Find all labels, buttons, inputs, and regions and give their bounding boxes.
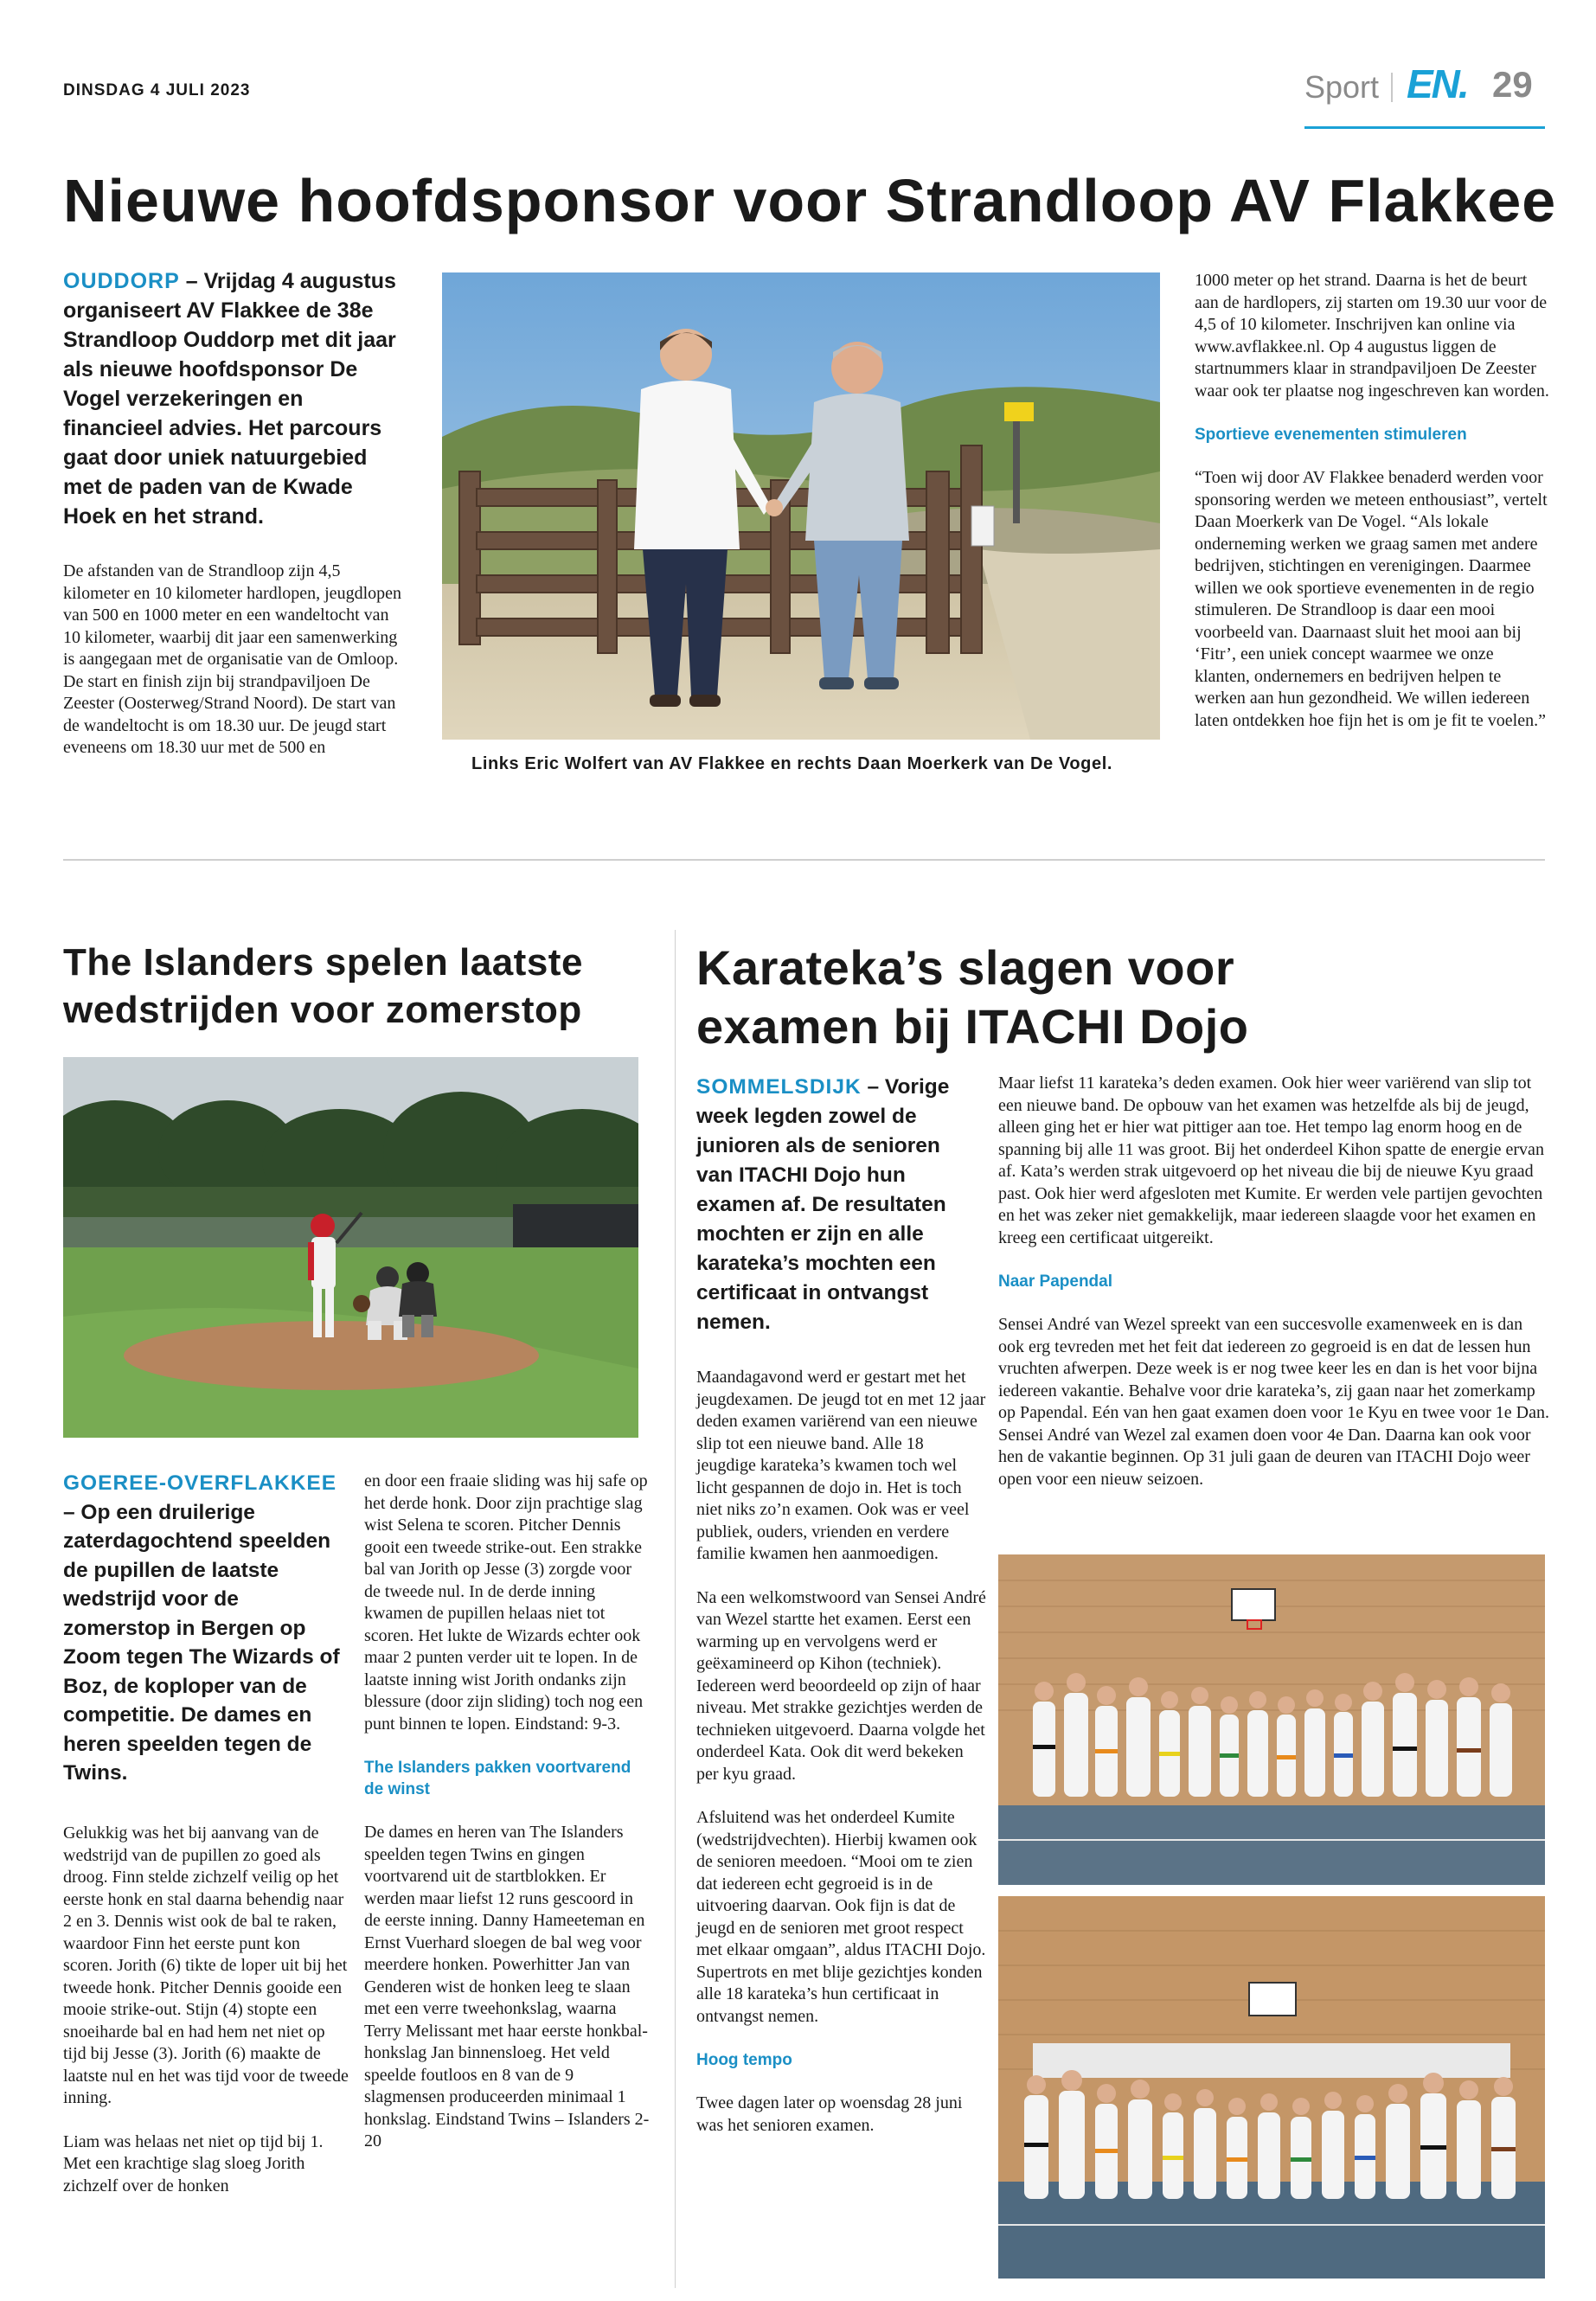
- article3-lede-text: – Vorige week legden zowel de junioren als de senioren van ITACHI Dojo hun examen af. De resultaten mochten er zijn en alle karateka’s mochten een certificaat in ontvangst nemen.: [696, 1075, 950, 1334]
- article3-subhead1: Hoog tempo: [696, 2051, 792, 2069]
- article1-col1: [63, 561, 409, 781]
- article1-col3-p1: 1000 meter op het strand. Daarna is het de beurt aan de hardlopers, zij starten om 19.30 uur voor de 4,5 of 10 kilometer. Inschrijven kan online via www.avflakkee.nl. Op 4 augustus liggen de startnummers klaar in strandpaviljoen De Zeester waar ook ter plaatse nog ingeschreven kan worden.: [1195, 271, 1549, 401]
- article3-photo-2: [998, 1896, 1545, 2279]
- article1-photo: [442, 272, 1160, 740]
- article2-col1-p2: Liam was helaas net niet op tijd bij 1. Met een krachtige slag sloeg Jorith zichzelf over de honken: [63, 2131, 324, 2195]
- article3-col2-p2: Sensei André van Wezel spreekt van een succesvolle examenweek en is dan ook erg tevreden met het feit dat iedereen zo gegroeid is en dat de lessen hun vruchten afwerpen. Deze week is er nog twee keer les en dan is het voor bijna iedereen vakantie. Behalve voor drie karateka’s, zij gaan naar het zomerkamp op Papendal. Eén van hen gaat examen doen voor 1e Kyu en twee voor 1e Dan. Sensei André van Wezel zal examen doen voor 4e Dan. Daarna kan ook voor hen de vakantie beginnen. Op 31 juli gaan de deuren van ITACHI Dojo weer open voor een nieuw seizoen.: [998, 1315, 1550, 1489]
- issue-date: DINSDAG 4 JULI 2023: [63, 81, 251, 99]
- header-divider: [1391, 73, 1393, 102]
- article2-col2: [364, 1471, 650, 2175]
- article1-col3-p2: “Toen wij door AV Flakkee benaderd werden voor sponsoring werden we meteen enthousiast”, vertelt Daan Moerkerk van De Vogel. “Als lokale onderneming werken we graag samen met andere bedrijven, stichtingen en verenigingen. Daarmee willen we ook sportieve evenementen in de regio stimuleren. De Strandloop is daar een mooi voorbeeld van. Daarnaast sluit het mooi aan bij ‘Fitr’, een uniek concept waarmee we onze klanten, ondernemers en bedrijven helpen te werken aan hun gezondheid. We willen iedereen laten ontdekken hoe fijn het is om je fit te voelen.”: [1195, 468, 1548, 730]
- article2-photo: [63, 1057, 638, 1438]
- article1-subhead: Sportieve evenementen stimuleren: [1195, 426, 1467, 444]
- section-label: Sport: [1304, 69, 1380, 105]
- article2-lede-text: – Op een druilerige zaterdagochtend speelden de pupillen de laatste wedstrijd voor de zomerstop in Bergen op Zoom tegen The Wizards of Boz, de koploper van de competitie. De dames en heren speelden tegen de Twins.: [63, 1500, 340, 1785]
- karate-group-photo-illustration: [998, 1554, 1545, 1885]
- article2-subhead: The Islanders pakken voortvarend de winst: [364, 1759, 631, 1798]
- column-divider: [675, 930, 676, 2288]
- article1-lede: [63, 266, 405, 531]
- article3-col1: [696, 1367, 986, 2158]
- article1-col3: [1195, 270, 1549, 753]
- article2-lede: [63, 1469, 349, 1788]
- article2-headline-line2: wedstrijden voor zomerstop: [63, 989, 582, 1031]
- newspaper-logo: EN.: [1407, 61, 1468, 106]
- article2-col2-p1: en door een fraaie sliding was hij safe op het derde honk. Door zijn prachtige slag wist Selena te scoren. Pitcher Dennis gooit een tweede strike-out. Een strakke bal van Jorith op Jesse (3) zorgde voor de tweede nul. In de derde inning kwamen de pupillen helaas niet tot scoren. Het lukte de Wizards echter ook maar 2 punten verder uit te lopen. In de laatste inning wist Jorith ondanks zijn blessure (door zijn sliding) toch nog een punt binnen te lopen. Eindstand: 9-3.: [364, 1471, 648, 1734]
- article3-col1-p4: Twee dagen later op woensdag 28 juni was het senioren examen.: [696, 2093, 963, 2135]
- header-rule: [1304, 126, 1545, 129]
- article3-subhead2: Naar Papendal: [998, 1272, 1112, 1291]
- article3-col2: [998, 1073, 1552, 1512]
- article1-place: OUDDORP: [63, 269, 180, 293]
- article3-headline-line1: Karateka’s slagen voor: [696, 940, 1235, 995]
- article1-lede-text: – Vrijdag 4 augustus organiseert AV Flakkee de 38e Strandloop Ouddorp met dit jaar als nieuwe hoofdsponsor De Vogel verzekeringen en financieel advies. Het parcours gaat door uniek natuurgebied met de paden van de Kwade Hoek en het strand.: [63, 269, 396, 529]
- handshake-photo-illustration: [442, 272, 1160, 740]
- article3-col1-p1: Maandagavond werd er gestart met het jeugdexamen. De jeugd tot en met 12 jaar deden examen variërend van een nieuwe slip tot een nieuwe band. Alle 18 jeugdige karateka’s kwamen toch wel licht gespannen de dojo in. Het is toch niet niks zo’n examen. Ook was er veel publiek, ouders, vrienden en verdere familie kwamen hen aanmoedigen.: [696, 1368, 986, 1563]
- article2-headline: [63, 939, 660, 1034]
- article1-headline: Nieuwe hoofdsponsor voor Strandloop AV Flakkee: [63, 167, 1557, 234]
- article1-col1-p1: De afstanden van de Strandloop zijn 4,5 kilometer en 10 kilometer hardlopen, jeugdlopen van 500 en 1000 meter en een wandeltocht van 10 kilometer, waarbij dit jaar een samenwerking is aangegaan met de organisatie van de Omloop. De start en finish zijn bij strandpaviljoen De Zeester (Oosterweg/Strand Noord). De start van de wandeltocht is om 18.30 uur. De jeugd start eveneens om 18.30 uur met de 500 en: [63, 561, 401, 757]
- article3-col2-p1: Maar liefst 11 karateka’s deden examen. Ook hier weer variërend van slip tot een nieuwe band. De opbouw van het examen was hetzelfde als bij de jeugd, alleen ging het er hier wat pittiger aan toe. Het tempo lag enorm hoog en de spanning bij alle 11 was groot. Bij het onderdeel Kihon spatte de energie ervan af. Kata’s werden strak uitgevoerd op het niveau die bij de nieuwe Kyu graad past. Ook hier werd afgesloten met Kumite. Er werden vele partijen gevochten en het was zeker niet gemakkelijk, maar iedereen slaagde voor het examen en kreeg een certificaat uitgereikt.: [998, 1074, 1544, 1247]
- article3-col1-p2: Na een welkomstwoord van Sensei André van Wezel startte het examen. Eerst een warming up en vervolgens werd er geëxamineerd op Kihon (techniek). Iedereen werd beoordeeld op zijn of haar niveau. Met strakke gezichtjes werden de technieken uitgevoerd. Daarna volgde het onderdeel Kata. Ook dit werd bekeken per kyu graad.: [696, 1587, 986, 1784]
- article2-col1: [63, 1823, 349, 2219]
- article2-headline-line1: The Islanders spelen laatste: [63, 941, 583, 984]
- page-number: 29: [1492, 64, 1533, 105]
- article3-lede: [696, 1073, 956, 1337]
- baseball-photo-illustration: [63, 1057, 638, 1438]
- article2-col2-p2: De dames en heren van The Islanders speelden tegen Twins en gingen voortvarend uit de startblokken. Er werden maar liefst 12 runs gescoord in de eerste inning. Danny Hameeteman en Ernst Vuerhard sloegen de bal weg voor meerdere honken. Powerhitter Jan van Genderen wist de honken leeg te slaan met een verre tweehonkslag, waarna Terry Melissant met haar eerste honkbal-honkslag Jan binnensloeg. Het veld speelde foutloos en 8 van de 9 slagmensen produceerden minimaal 1 honkslag. Eindstand Twins – Islanders 2-20: [364, 1823, 650, 2150]
- article3-headline: [696, 939, 1544, 1056]
- article2-place: GOEREE-OVERFLAKKEE: [63, 1471, 337, 1495]
- article2-col1-p1: Gelukkig was het bij aanvang van de wedstrijd van de pupillen zo goed als droog. Finn stelde zichzelf veilig op het eerste honk en stal daarna behendig naar 2 en 3. Dennis wist ook de bal te raken, waardoor Finn het eerste punt kon scoren. Jorith (6) tikte de loper uit bij het tweede honk. Pitcher Dennis gooide een mooie strike-out. Stijn (4) stopte een snoeiharde bal en had hem net niet op tijd bij Jesse (3). Jorith (6) maakte de laatste nul en het was tijd voor de tweede inning.: [63, 1823, 349, 2107]
- karate-group-photo-2-illustration: [998, 1896, 1545, 2279]
- article3-place: SOMMELSDIJK: [696, 1075, 862, 1099]
- article-divider: [63, 859, 1545, 861]
- article3-headline-line2: examen bij ITACHI Dojo: [696, 999, 1249, 1054]
- article3-photo-1: [998, 1554, 1545, 1885]
- article3-col1-p3: Afsluitend was het onderdeel Kumite (wedstrijdvechten). Hierbij kwamen ook de senioren meedoen. “Mooi om te zien dat iedereen echt gegroeid is in de uitvoering daarvan. Ook fijn is dat de jeugd en de senioren met groot respect met elkaar omgaan”, aldus ITACHI Dojo. Supertrots en met blije gezichtjes konden alle 18 karateka’s hun certificaat in ontvangst nemen.: [696, 1808, 986, 2026]
- article1-photo-caption: Links Eric Wolfert van AV Flakkee en rechts Daan Moerkerk van De Vogel.: [471, 754, 1113, 773]
